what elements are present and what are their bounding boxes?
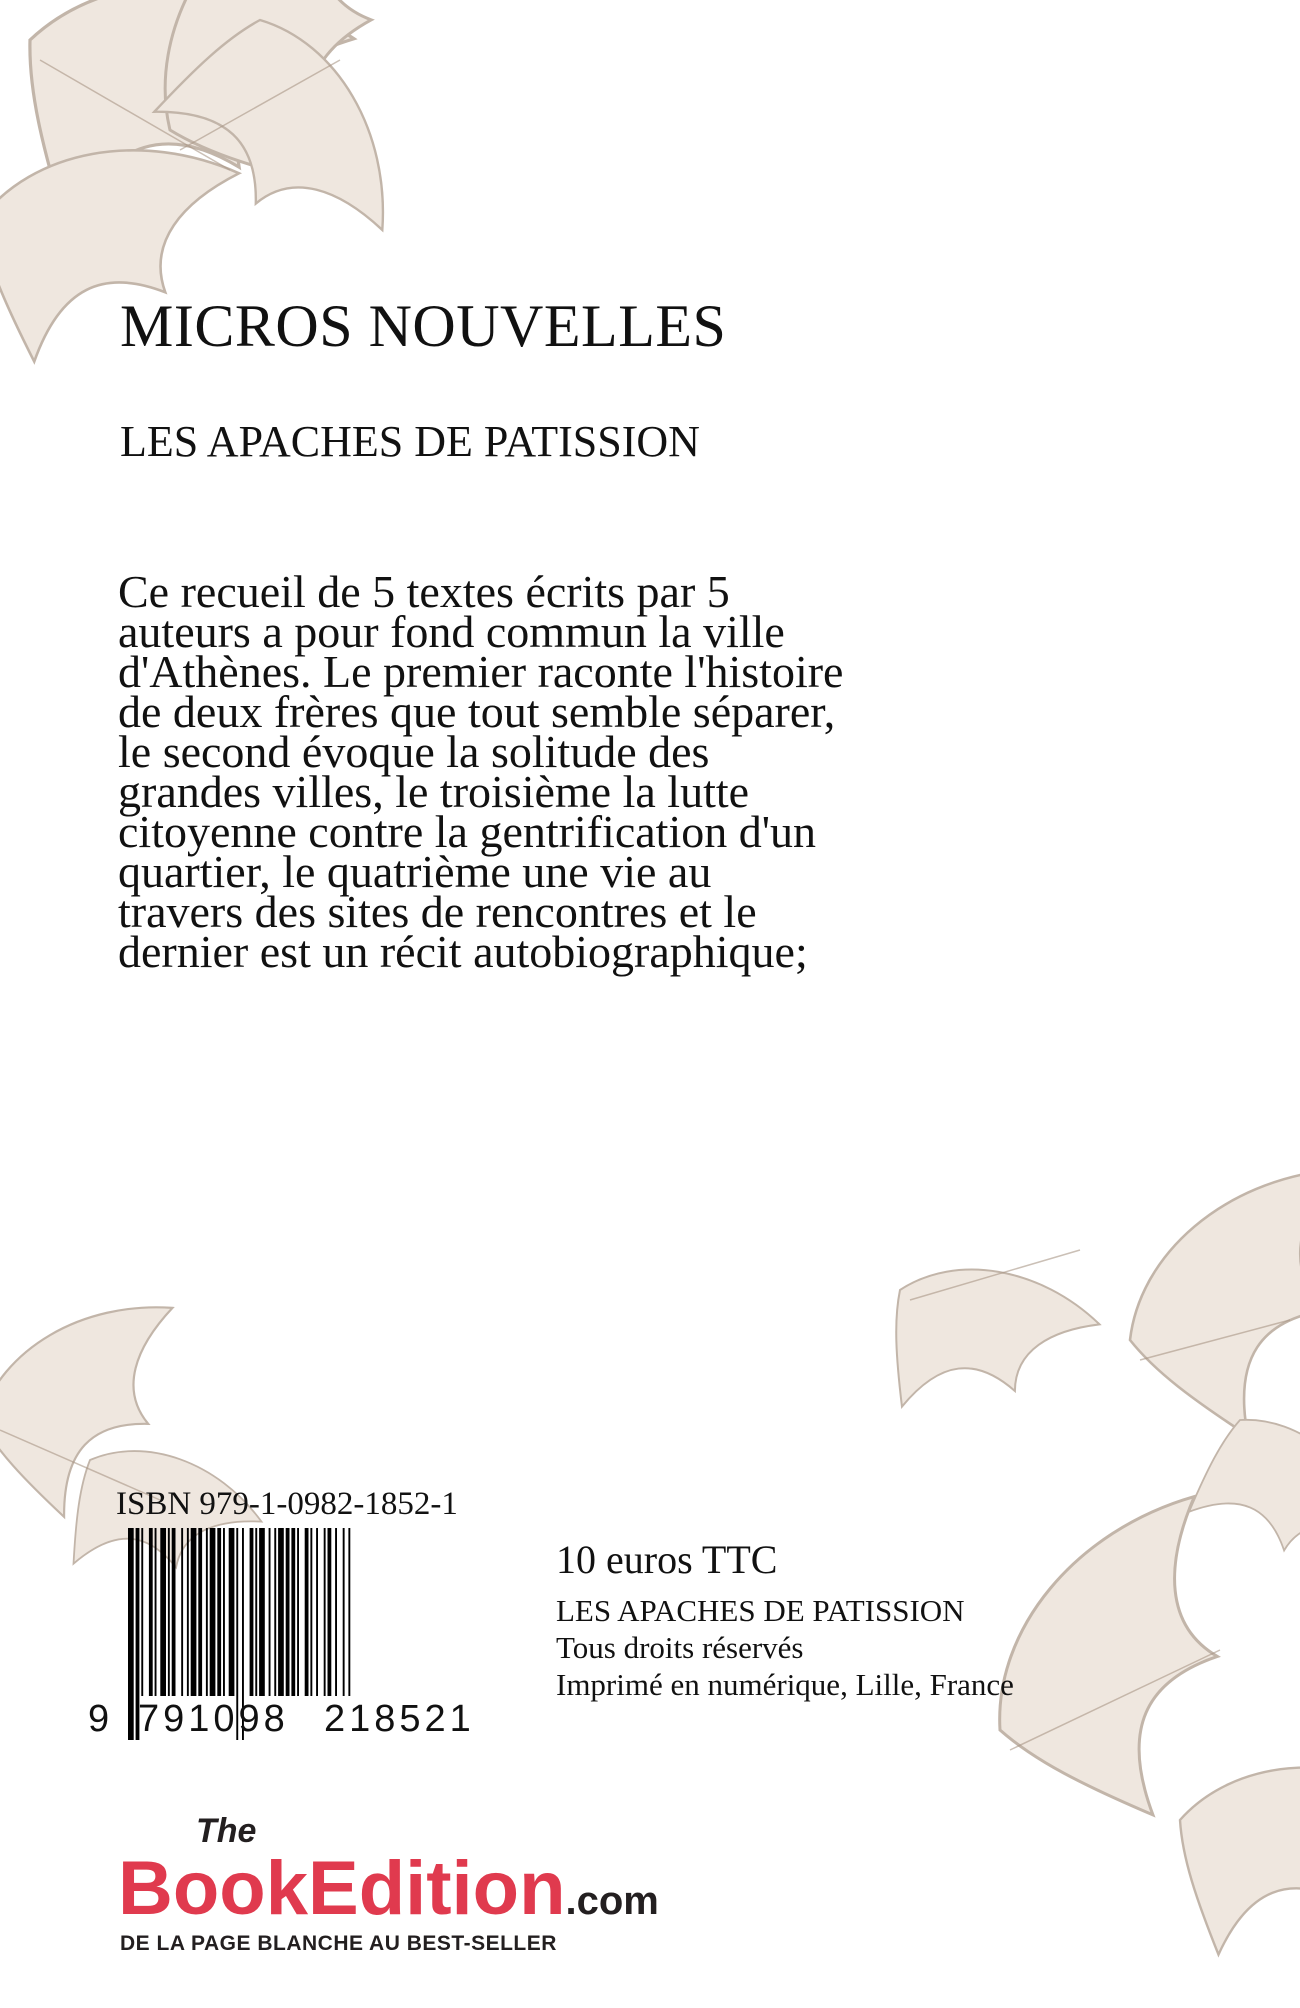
- barcode-bar: [141, 1528, 143, 1696]
- barcode-digit-group-left: 791098: [138, 1698, 289, 1740]
- blurb-line: grandes villes, le troisième la lutte: [118, 766, 750, 817]
- blurb-line: auteurs a pour fond commun la ville: [118, 606, 785, 657]
- blurb-line: quartier, le quatrième une vie au: [118, 846, 712, 897]
- isbn-label: ISBN 979-1-0982-1852-1: [116, 1486, 458, 1522]
- barcode-bar: [187, 1528, 189, 1696]
- logo-tagline: DE LA PAGE BLANCHE AU BEST-SELLER: [120, 1932, 557, 1955]
- imprint-info: [556, 1592, 1014, 1703]
- barcode-bar: [149, 1528, 153, 1696]
- barcode-bar: [181, 1528, 183, 1696]
- barcode-bar: [210, 1528, 216, 1696]
- barcode-bar: [223, 1528, 225, 1696]
- barcode-digit-group-right: 218521: [324, 1698, 475, 1740]
- blurb-line: dernier est un récit autobiographique;: [118, 926, 808, 977]
- bookedition-logo: [118, 1808, 718, 1958]
- blurb-line: citoyenne contre la gentrification d'un: [118, 806, 817, 857]
- barcode-bar: [191, 1528, 197, 1696]
- logo-book-word: Book: [118, 1846, 308, 1931]
- book-title: MICROS NOUVELLES: [120, 293, 727, 359]
- barcode-digit-first: 9: [88, 1698, 110, 1740]
- barcode-bar: [343, 1528, 345, 1696]
- barcode-bar: [269, 1528, 271, 1696]
- barcode-bar: [229, 1528, 235, 1696]
- logo-dotcom: .com: [565, 1879, 659, 1923]
- barcode-bar: [217, 1528, 221, 1696]
- blurb-line: travers des sites de rencontres et le: [118, 886, 757, 937]
- barcode-bar: [172, 1528, 176, 1696]
- blurb-line: d'Athènes. Le premier raconte l'histoire: [118, 646, 844, 697]
- blurb-line: de deux frères que tout semble séparer,: [118, 686, 836, 737]
- barcode-bar: [310, 1528, 312, 1696]
- logo-edition-word: Edition: [308, 1846, 566, 1931]
- barcode-bar: [286, 1528, 290, 1696]
- rights-line: Tous droits réservés: [556, 1630, 804, 1665]
- logo-the: The: [196, 1812, 257, 1850]
- barcode-bar: [128, 1528, 134, 1740]
- blurb-text: [118, 566, 998, 977]
- barcode-bar: [335, 1528, 337, 1696]
- barcode-bar: [259, 1528, 265, 1696]
- barcode-bar: [274, 1528, 276, 1696]
- barcode-bar: [291, 1528, 295, 1696]
- book-subtitle: LES APACHES DE PATISSION: [120, 417, 700, 466]
- barcode-bar: [278, 1528, 284, 1696]
- barcode-bar: [324, 1528, 326, 1696]
- barcode-bar: [348, 1528, 350, 1696]
- barcode-bar: [155, 1528, 157, 1696]
- barcode-bar: [198, 1528, 202, 1696]
- barcode-bar: [297, 1528, 299, 1696]
- logo-book: [118, 1846, 659, 1931]
- printed-line: Imprimé en numérique, Lille, France: [556, 1667, 1014, 1702]
- barcode-bar: [305, 1528, 309, 1696]
- barcode-bar: [160, 1528, 166, 1696]
- blurb-line: le second évoque la solitude des: [118, 726, 710, 777]
- barcode-bar: [250, 1528, 254, 1696]
- blurb-line: Ce recueil de 5 textes écrits par 5: [118, 566, 730, 617]
- barcode-bar: [255, 1528, 257, 1696]
- barcode-bar: [206, 1528, 208, 1696]
- publisher-line: LES APACHES DE PATISSION: [556, 1593, 965, 1628]
- price: 10 euros TTC: [556, 1537, 778, 1582]
- barcode-bar: [168, 1528, 170, 1696]
- barcode-bar: [328, 1528, 332, 1696]
- barcode-bar: [316, 1528, 318, 1696]
